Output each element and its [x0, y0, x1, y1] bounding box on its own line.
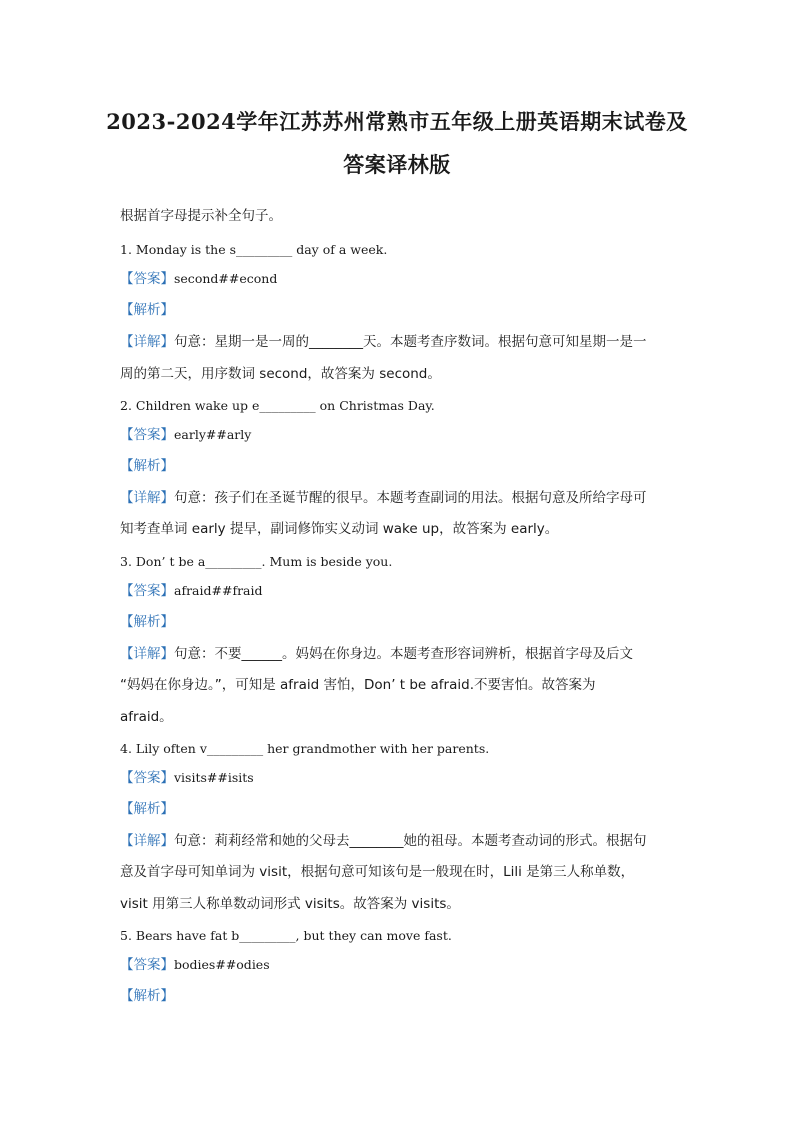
answer-row-5	[120, 955, 270, 975]
detail-row-3	[120, 644, 633, 664]
question-4: 4. Lily often v_________ her grandmother with her parents.	[120, 741, 490, 756]
detail-text: 句意：孩子们在圣诞节醒的很早。本题考查副词的用法。根据句意及所给字母可	[174, 490, 647, 506]
question-2: 2. Children wake up e_________ on Christmas Day.	[120, 398, 435, 413]
detail-text: afraid。	[120, 709, 173, 725]
answer-row-4	[120, 768, 254, 788]
detail-tag: 【详解】	[120, 334, 174, 350]
question-1: 1. Monday is the s_________ day of a week.	[120, 242, 388, 257]
detail-text: 意及首字母可知单词为 visit，根据句意可知该句是一般现在时，Lili 是第三人称单数，	[120, 864, 635, 880]
answer-tag: 【答案】	[120, 583, 174, 599]
document-title-line1: 2023-2024学年江苏苏州常熟市五年级上册英语期末试卷及	[106, 109, 688, 134]
question-3: 3. Don’ t be a_________. Mum is beside you.	[120, 554, 393, 569]
answer-tag: 【答案】	[120, 427, 174, 443]
answer-value-4: visits##isits	[174, 770, 254, 785]
answer-row-3	[120, 581, 263, 601]
question-5: 5. Bears have fat b_________, but they can move fast.	[120, 928, 452, 943]
answer-row-1	[120, 269, 277, 289]
detail-text: “妈妈在你身边。”，可知是 afraid 害怕，Don’ t be afraid.不要害怕。故答案为	[120, 677, 596, 693]
answer-value-2: early##arly	[174, 427, 252, 442]
answer-row-2	[120, 425, 251, 445]
answer-tag: 【答案】	[120, 957, 174, 973]
detail-row-2	[120, 488, 647, 508]
answer-tag: 【答案】	[120, 271, 174, 287]
detail-row-1	[120, 332, 647, 352]
analysis-tag-5: 【解析】	[120, 988, 174, 1004]
detail-text: visit 用第三人称单数动词形式 visits。故答案为 visits。	[120, 896, 460, 912]
analysis-tag-3: 【解析】	[120, 614, 174, 630]
document-title-line2: 答案译林版	[343, 152, 451, 177]
analysis-tag-1: 【解析】	[120, 302, 174, 318]
answer-value-5: bodies##odies	[174, 957, 270, 972]
instruction-text: 根据首字母提示补全句子。	[120, 208, 282, 224]
detail-tag: 【详解】	[120, 490, 174, 506]
answer-value-1: second##econd	[174, 271, 278, 286]
detail-text: 知考查单词 early 提早，副词修饰实义动词 wake up，故答案为 early。	[120, 521, 559, 537]
detail-text: 句意：不要______。妈妈在你身边。本题考查形容词辨析，根据首字母及后文	[174, 646, 633, 662]
detail-tag: 【详解】	[120, 833, 174, 849]
answer-tag: 【答案】	[120, 770, 174, 786]
detail-text: 周的第二天，用序数词 second，故答案为 second。	[120, 366, 441, 382]
detail-row-4	[120, 831, 647, 851]
analysis-tag-2: 【解析】	[120, 458, 174, 474]
detail-text: 句意：星期一是一周的________天。本题考查序数词。根据句意可知星期一是一	[174, 334, 647, 350]
answer-value-3: afraid##fraid	[174, 583, 263, 598]
detail-text: 句意：莉莉经常和她的父母去________她的祖母。本题考查动词的形式。根据句	[174, 833, 647, 849]
detail-tag: 【详解】	[120, 646, 174, 662]
analysis-tag-4: 【解析】	[120, 801, 174, 817]
